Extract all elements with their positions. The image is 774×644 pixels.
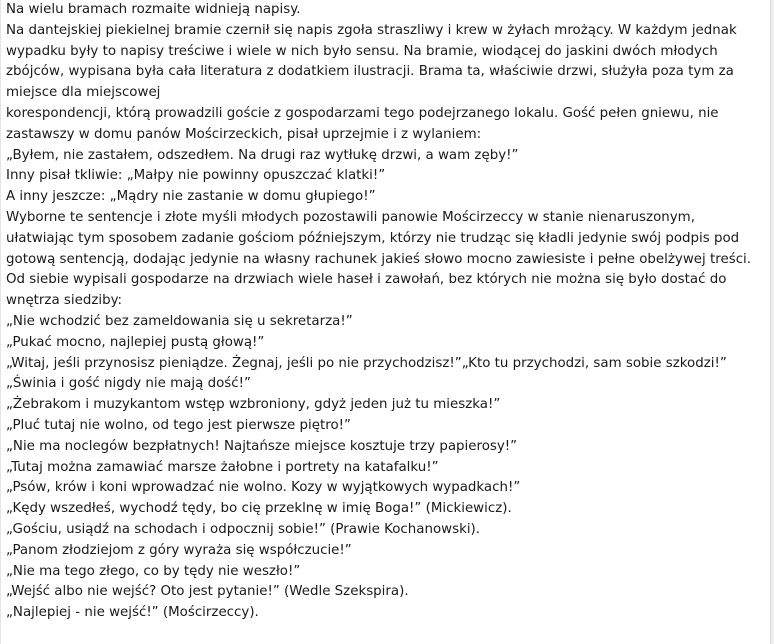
text-line: „Żebrakom i muzykantom wstęp wzbroniony, gdyż jeden już tu mieszka!”: [6, 397, 501, 413]
text-line: „Pukać mocno, najlepiej pustą głową!”: [6, 334, 265, 350]
vertical-scrollbar[interactable]: [770, 0, 774, 644]
text-line: Wyborne te sentencje i złote myśli młodych pozostawili panowie Mościrzeccy w stanie nienaruszonym,: [6, 209, 695, 225]
text-line: „Nie ma noclegów bezpłatnych! Najtańsze miejsce kosztuje trzy papierosy!”: [6, 438, 518, 454]
text-line: „Kędy wszedłeś, wychodź tędy, bo cię przeklnę w imię Boga!” (Mickiewicz).: [6, 501, 512, 517]
text-line: A inny jeszcze: „Mądry nie zastanie w domu głupiego!”: [6, 189, 376, 205]
text-line: „Nie ma tego złego, co by tędy nie weszło!”: [6, 563, 301, 579]
text-line: „Gościu, usiądź na schodach i odpocznij sobie!” (Prawie Kochanowski).: [6, 521, 481, 537]
text-line: wypadku były to napisy treściwe i wiele w nich było sensu. Na bramie, wiodącej do jaskini dwóch młodych: [6, 43, 718, 59]
text-line: „Witaj, jeśli przynosisz pieniądze. Żegnaj, jeśli po nie przychodzisz!”„Kto tu przychodzi, sam sobie szkodzi!”: [6, 355, 727, 371]
text-line: zbójców, wypisana była cała literatura z dodatkiem ilustracji. Brama ta, właściwie drzwi, służyła poza tym za: [6, 64, 734, 80]
text-line: „Panom złodziejom z góry wyraża się współczucie!”: [6, 542, 352, 558]
text-line: „Najlepiej - nie wejść!” (Mościrzeccy).: [6, 605, 259, 621]
text-line: „Byłem, nie zastałem, odszedłem. Na drugi raz wytłukę drzwi, a wam zęby!”: [6, 147, 519, 163]
text-line: „Wejść albo nie wejść? Oto jest pytanie!” (Wedle Szekspira).: [6, 584, 409, 600]
text-line: „Psów, krów i koni wprowadzać nie wolno. Kozy w wyjątkowych wypadkach!”: [6, 480, 521, 496]
text-line: ułatwiając tym sposobem zadanie gościom późniejszym, którzy nie trudząc się kładli jedynie swój podpis pod: [6, 230, 740, 246]
text-line: korespondencji, którą prowadzili goście z gospodarzami tego podejrzanego lokalu. Gość pełen gniewu, nie: [6, 105, 719, 121]
text-line: wnętrza siedziby:: [6, 293, 123, 309]
text-line: „Świnia i gość nigdy nie mają dość!”: [6, 376, 251, 392]
text-line: miejsce dla miejscowej: [6, 85, 161, 101]
text-line: „Pluć tutaj nie wolno, od tego jest pierwsze piętro!”: [6, 417, 351, 433]
text-line: gotową sentencją, dodając jedynie na własny rachunek jakieś słowo mocno zawiesiste i pełne obelżywej treści.: [6, 251, 752, 267]
text-line: Inny pisał tkliwie: „Małpy nie powinny opuszczać klatki!”: [6, 168, 386, 184]
text-line: Od siebie wypisali gospodarze na drzwiach wiele haseł i zawołań, bez których nie można się było dostać do: [6, 272, 727, 288]
text-line: „Tutaj można zamawiać marsze żałobne i portrety na katafalku!”: [6, 459, 439, 475]
text-line: Na wielu bramach rozmaite widnieją napisy.: [6, 2, 301, 17]
document-text-area: [6, 0, 772, 624]
text-line: zastawszy w domu panów Mościrzeckich, pisał uprzejmie i z wylaniem:: [6, 126, 482, 142]
text-line: „Nie wchodzić bez zameldowania się u sekretarza!”: [6, 313, 353, 329]
text-line: Na dantejskiej piekielnej bramie czernił się napis zgoła straszliwy i krew w żyłach mrożący. W każdym jednak: [6, 22, 737, 38]
document-left-border: [0, 0, 1, 644]
